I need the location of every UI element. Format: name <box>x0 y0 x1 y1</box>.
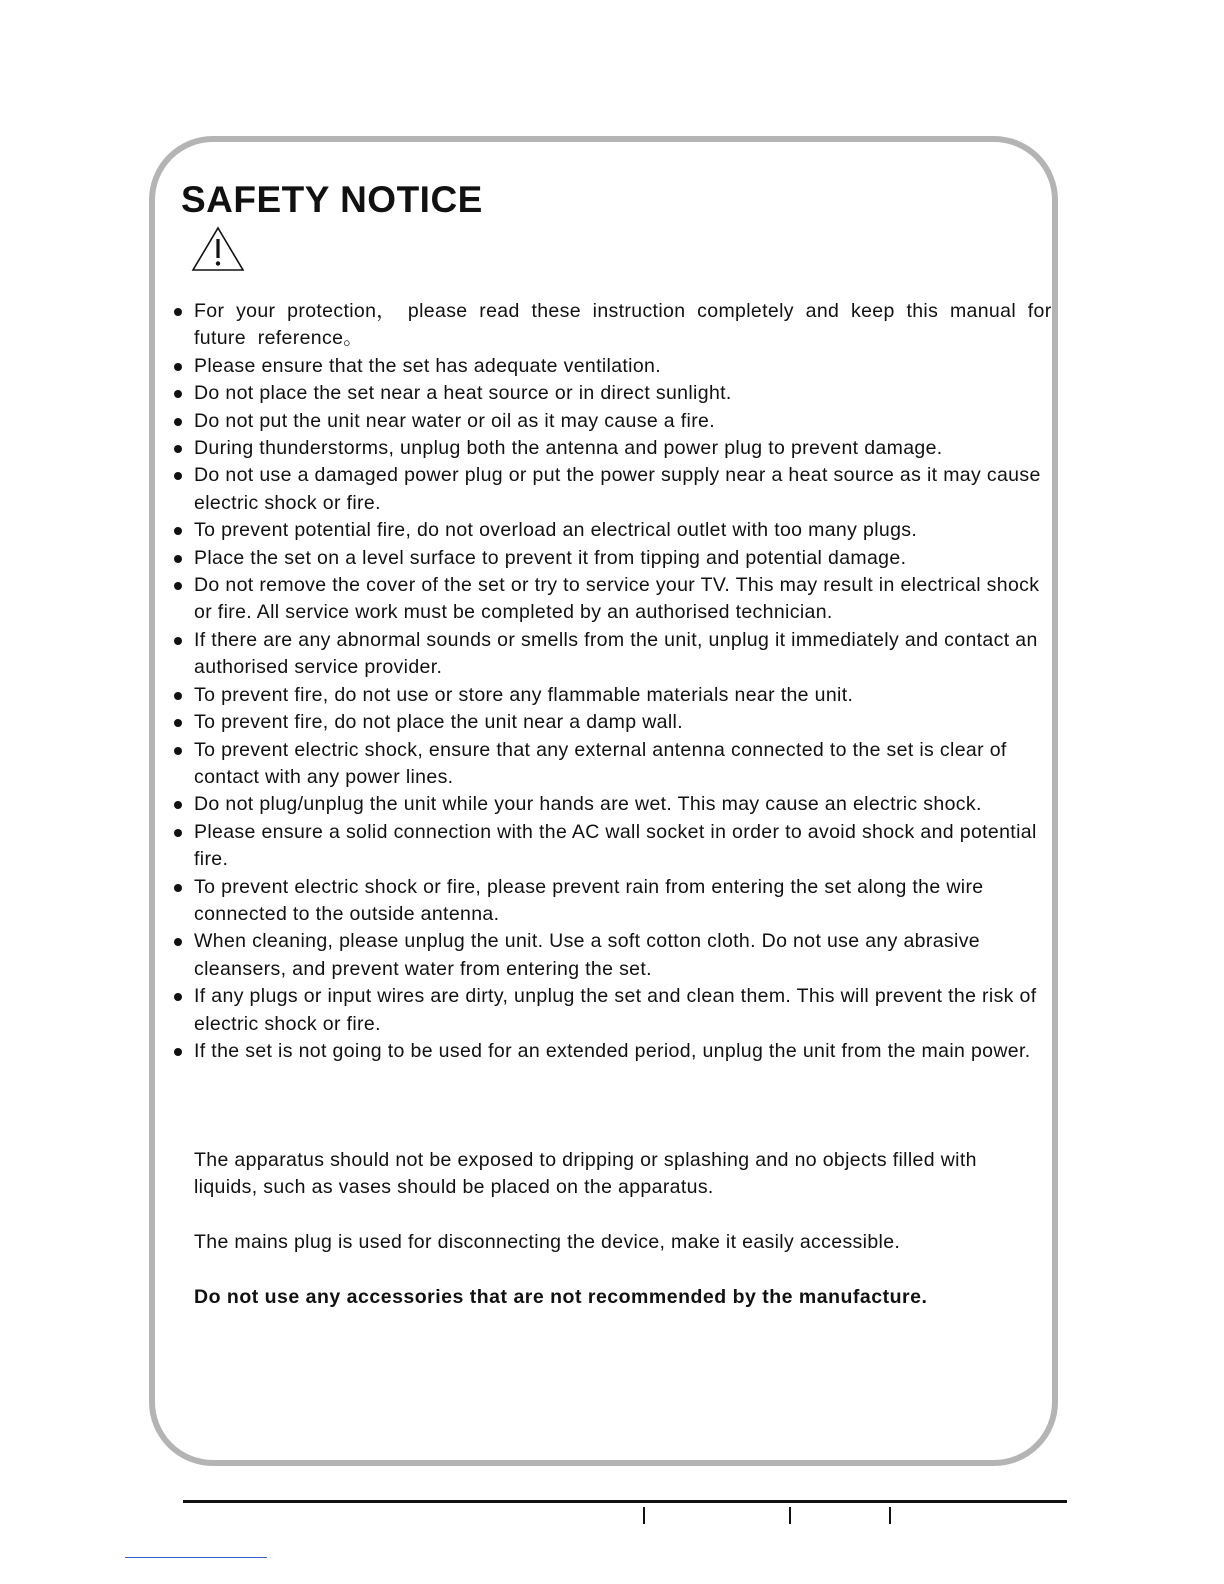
notice-text: Do not use a damaged power plug or put the power supply near a heat source as it may cause electric shock or fire. <box>194 464 1041 514</box>
bullet-icon <box>174 692 182 700</box>
mains-plug-paragraph: The mains plug is used for disconnecting the device, make it easily accessible. <box>194 1231 901 1253</box>
bullet-icon <box>174 747 182 755</box>
list-item <box>172 298 1052 353</box>
footer-divider <box>643 1507 645 1524</box>
bullet-icon <box>174 801 182 809</box>
bullet-icon <box>174 637 182 645</box>
bullet-icon <box>174 993 182 1001</box>
notice-text: If there are any abnormal sounds or smells from the unit, unplug it immediately and contact an authorised service provider. <box>194 628 1038 679</box>
list-item <box>172 709 1052 736</box>
list-item <box>172 983 1052 1038</box>
notice-text: Do not plug/unplug the unit while your hands are wet. This may cause an electric shock. <box>194 793 982 816</box>
notice-text: For your protection， please read these instruction completely and keep this manual for future reference。 <box>194 300 1052 350</box>
notice-text: To prevent potential fire, do not overload an electrical outlet with too many plugs. <box>194 519 918 542</box>
bullet-icon <box>174 527 182 535</box>
safety-notice-list <box>172 298 1052 1065</box>
dripping-paragraph: The apparatus should not be exposed to dripping or splashing and no objects filled with liquids, such as vases should be placed on the apparatus. <box>194 1149 977 1199</box>
notice-text: If any plugs or input wires are dirty, unplug the set and clean them. This will prevent the risk of electric shock or fire. <box>194 985 1037 1035</box>
bullet-icon <box>174 719 182 727</box>
bullet-icon <box>174 418 182 426</box>
notice-text: To prevent electric shock, ensure that any external antenna connected to the set is clear of contact with any power lines. <box>194 738 1007 788</box>
list-item <box>172 435 1052 462</box>
notice-text: Do not place the set near a heat source or in direct sunlight. <box>194 382 732 405</box>
notice-text: To prevent fire, do not use or store any flammable materials near the unit. <box>194 683 854 706</box>
list-item <box>172 408 1052 435</box>
list-item <box>172 462 1052 517</box>
list-item <box>172 1038 1052 1065</box>
notice-text: Place the set on a level surface to prevent it from tipping and potential damage. <box>194 546 907 569</box>
list-item <box>172 353 1052 380</box>
notice-text: Do not put the unit near water or oil as it may cause a fire. <box>194 409 716 432</box>
notice-text: When cleaning, please unplug the unit. Use a soft cotton cloth. Do not use any abrasive cleansers, and prevent water from entering the set. <box>194 930 980 980</box>
notice-text: Please ensure a solid connection with the AC wall socket in order to avoid shock and potential fire. <box>194 820 1037 871</box>
list-item <box>172 517 1052 544</box>
list-item <box>172 874 1052 929</box>
list-item <box>172 791 1052 818</box>
corner-underline <box>125 1557 267 1558</box>
notice-text: If the set is not going to be used for an extended period, unplug the unit from the main power. <box>194 1039 1031 1062</box>
bullet-icon <box>174 582 182 590</box>
bullet-icon <box>174 308 182 316</box>
bullet-icon <box>174 555 182 563</box>
bullet-icon <box>174 884 182 892</box>
bullet-icon <box>174 390 182 398</box>
notice-text: During thunderstorms, unplug both the antenna and power plug to prevent damage. <box>194 437 943 460</box>
list-item <box>172 737 1052 792</box>
list-item <box>172 627 1052 682</box>
notice-text: To prevent fire, do not place the unit near a damp wall. <box>194 711 683 734</box>
bullet-icon <box>174 472 182 480</box>
bullet-icon <box>174 829 182 837</box>
bullet-icon <box>174 938 182 946</box>
list-item <box>172 545 1052 572</box>
list-item <box>172 819 1052 874</box>
list-item <box>172 572 1052 627</box>
accessories-warning: Do not use any accessories that are not recommended by the manufacture. <box>194 1286 928 1308</box>
page-title: SAFETY NOTICE <box>181 179 483 220</box>
notice-text: To prevent electric shock or fire, please prevent rain from entering the set along the wire connected to the outside antenna. <box>194 875 984 925</box>
list-item <box>172 682 1052 709</box>
bullet-icon <box>174 1048 182 1056</box>
footer-divider <box>889 1507 891 1524</box>
footer-rule <box>183 1500 1067 1503</box>
footer-divider <box>789 1507 791 1524</box>
notice-text: Please ensure that the set has adequate ventilation. <box>194 354 662 377</box>
notice-text: Do not remove the cover of the set or try to service your TV. This may result in electrical shock or fire. All service work must be completed by an authorised technician. <box>194 574 1040 624</box>
warning-triangle-icon <box>191 226 245 272</box>
list-item <box>172 380 1052 407</box>
bullet-icon <box>174 445 182 453</box>
bullet-icon <box>174 363 182 371</box>
list-item <box>172 928 1052 983</box>
